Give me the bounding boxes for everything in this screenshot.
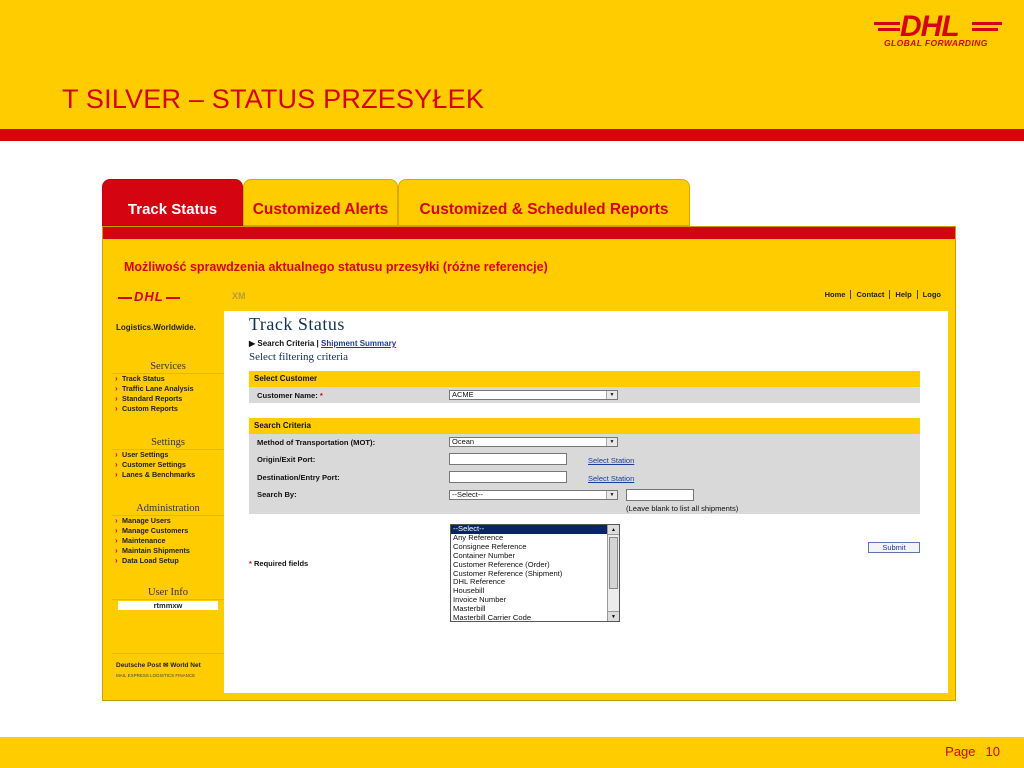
- dropdown-option[interactable]: --Select--: [451, 525, 607, 534]
- dropdown-option[interactable]: Housebill: [453, 587, 485, 596]
- mot-select[interactable]: [449, 437, 618, 447]
- tab-track-status[interactable]: Track Status: [102, 179, 243, 226]
- logo-stripe: [972, 28, 998, 31]
- mot-value: Ocean: [452, 437, 475, 446]
- customer-name-label-text: Customer Name:: [257, 391, 318, 400]
- page-label: Page: [945, 744, 976, 759]
- chevron-down-icon: ▼: [606, 391, 617, 399]
- app-screenshot: [112, 283, 948, 693]
- select-customer-body: [249, 387, 920, 403]
- logo-tagline: GLOBAL FORWARDING: [884, 38, 988, 48]
- tab-customized-scheduled-reports[interactable]: Customized & Scheduled Reports: [398, 179, 690, 226]
- dropdown-option[interactable]: Masterbill: [453, 605, 486, 614]
- sidebar-item-customer-settings[interactable]: › Customer Settings: [112, 460, 224, 470]
- sidebar-item-track-status[interactable]: › Track Status: [112, 374, 224, 384]
- page-number: [945, 744, 1000, 759]
- crumb-shipment-summary-link[interactable]: Shipment Summary: [321, 339, 397, 348]
- deutsche-post-tagline: MAIL EXPRESS LOGISTICS FINANCE: [116, 673, 196, 678]
- dhl-global-forwarding-logo: [872, 10, 1004, 48]
- app-logo-text: DHL: [134, 289, 164, 304]
- logo-stripe: [878, 28, 900, 31]
- deutsche-post-logo: Deutsche Post ✉ World Net: [116, 662, 201, 669]
- dropdown-option[interactable]: DHL Reference: [453, 578, 506, 587]
- sidebar-item-maintenance[interactable]: › Maintenance: [112, 536, 224, 546]
- slide-footer: [0, 737, 1024, 768]
- required-fields-text: Required fields: [254, 559, 309, 568]
- customer-name-select[interactable]: [449, 390, 618, 400]
- origin-port-input[interactable]: [449, 453, 567, 465]
- sidebar-divider: [112, 653, 224, 654]
- sidebar-item-maintain-shipments[interactable]: › Maintain Shipments: [112, 546, 224, 556]
- destination-port-input[interactable]: [449, 471, 567, 483]
- select-customer-header: Select Customer: [249, 371, 920, 387]
- sidebar-administration: [112, 503, 224, 566]
- destination-port-label: Destination/Entry Port:: [257, 473, 340, 482]
- dropdown-option[interactable]: Any Reference: [453, 533, 504, 542]
- sidebar-user-info: [112, 587, 224, 611]
- sidebar-item-traffic-lane-analysis[interactable]: › Traffic Lane Analysis: [112, 384, 224, 394]
- scroll-thumb[interactable]: [609, 537, 618, 589]
- dropdown-option[interactable]: Invoice Number: [453, 596, 507, 605]
- dropdown-scrollbar[interactable]: [607, 525, 619, 621]
- required-fields-note: [249, 559, 308, 568]
- sidebar-item-lanes-benchmarks[interactable]: › Lanes & Benchmarks: [112, 470, 224, 480]
- sidebar: [112, 311, 224, 693]
- logo-stripe: [972, 22, 1002, 25]
- dropdown-option[interactable]: Customer Reference (Shipment): [453, 569, 563, 578]
- tab-customized-alerts[interactable]: Customized Alerts: [243, 179, 398, 226]
- dropdown-option[interactable]: Customer Reference (Order): [453, 560, 550, 569]
- nav-logo[interactable]: Logo: [917, 290, 946, 299]
- sidebar-item-manage-users[interactable]: › Manage Users: [112, 516, 224, 526]
- logo-stripe: [118, 297, 132, 299]
- sidebar-item-standard-reports[interactable]: › Standard Reports: [112, 394, 224, 404]
- search-criteria-body: [249, 434, 920, 514]
- sidebar-item-user-settings[interactable]: › User Settings: [112, 450, 224, 460]
- crumb-separator: |: [316, 339, 319, 348]
- logo-wordmark: DHL: [900, 10, 959, 43]
- sidebar-item-manage-customers[interactable]: › Manage Customers: [112, 526, 224, 536]
- sidebar-tagline: Logistics.Worldwide.: [116, 323, 196, 332]
- required-mark: *: [249, 559, 252, 568]
- chevron-down-icon: ▼: [606, 438, 617, 446]
- sidebar-heading-settings: Settings: [112, 437, 224, 450]
- sidebar-item-data-load-setup[interactable]: › Data Load Setup: [112, 556, 224, 566]
- page-title: Track Status: [249, 314, 345, 334]
- dropdown-option[interactable]: Consignee Reference: [453, 542, 527, 551]
- page-number-value: 10: [985, 744, 1000, 759]
- product-name: XM: [232, 291, 246, 301]
- search-by-dropdown-list[interactable]: [450, 524, 620, 622]
- customer-name-label: [257, 391, 323, 400]
- section-subtitle: Select filtering criteria: [249, 351, 348, 363]
- scroll-down-icon[interactable]: ▼: [608, 611, 619, 621]
- username: rtmmxw: [118, 601, 218, 610]
- chevron-down-icon: ▼: [606, 491, 617, 499]
- sidebar-heading-services: Services: [112, 361, 224, 374]
- sidebar-heading-user-info: User Info: [112, 587, 224, 600]
- search-by-label: Search By:: [257, 490, 297, 499]
- logo-stripe: [874, 22, 900, 25]
- mot-label: Method of Transportation (MOT):: [257, 438, 376, 447]
- search-value-input[interactable]: [626, 489, 694, 501]
- breadcrumb: [249, 339, 396, 348]
- panel-top-bar: [103, 227, 955, 239]
- customer-name-value: ACME: [452, 390, 474, 399]
- main-content: [224, 311, 948, 693]
- search-hint: (Leave blank to list all shipments): [626, 504, 739, 513]
- sidebar-settings: [112, 437, 224, 480]
- sidebar-item-custom-reports[interactable]: › Custom Reports: [112, 404, 224, 414]
- search-by-value: --Select--: [452, 490, 483, 499]
- sidebar-heading-administration: Administration: [112, 503, 224, 516]
- crumb-current: Search Criteria: [257, 339, 315, 348]
- dropdown-option[interactable]: Masterbill Carrier Code: [453, 614, 532, 622]
- scroll-up-icon[interactable]: ▲: [608, 525, 619, 535]
- feature-description: Możliwość sprawdzenia aktualnego statusu przesyłki (różne referencje): [124, 260, 548, 274]
- nav-home[interactable]: Home: [824, 290, 846, 299]
- search-by-select[interactable]: [449, 490, 618, 500]
- sidebar-services: [112, 361, 224, 414]
- required-mark: *: [319, 391, 323, 400]
- submit-button[interactable]: Submit: [868, 542, 920, 553]
- tab-panel: [102, 226, 956, 701]
- app-logo: [116, 289, 182, 304]
- nav-help[interactable]: Help: [889, 290, 916, 299]
- dropdown-option[interactable]: Container Number: [453, 551, 516, 560]
- origin-select-station-link[interactable]: Select Station: [588, 456, 635, 465]
- top-nav: [820, 290, 946, 299]
- search-criteria-header: Search Criteria: [249, 418, 920, 434]
- play-icon: ▶: [249, 339, 256, 348]
- logo-stripe: [166, 297, 180, 299]
- nav-contact[interactable]: Contact: [850, 290, 889, 299]
- destination-select-station-link[interactable]: Select Station: [588, 474, 635, 483]
- origin-port-label: Origin/Exit Port:: [257, 455, 316, 464]
- header-divider: [0, 129, 1024, 141]
- slide-title: T SILVER – STATUS PRZESYŁEK: [62, 84, 485, 114]
